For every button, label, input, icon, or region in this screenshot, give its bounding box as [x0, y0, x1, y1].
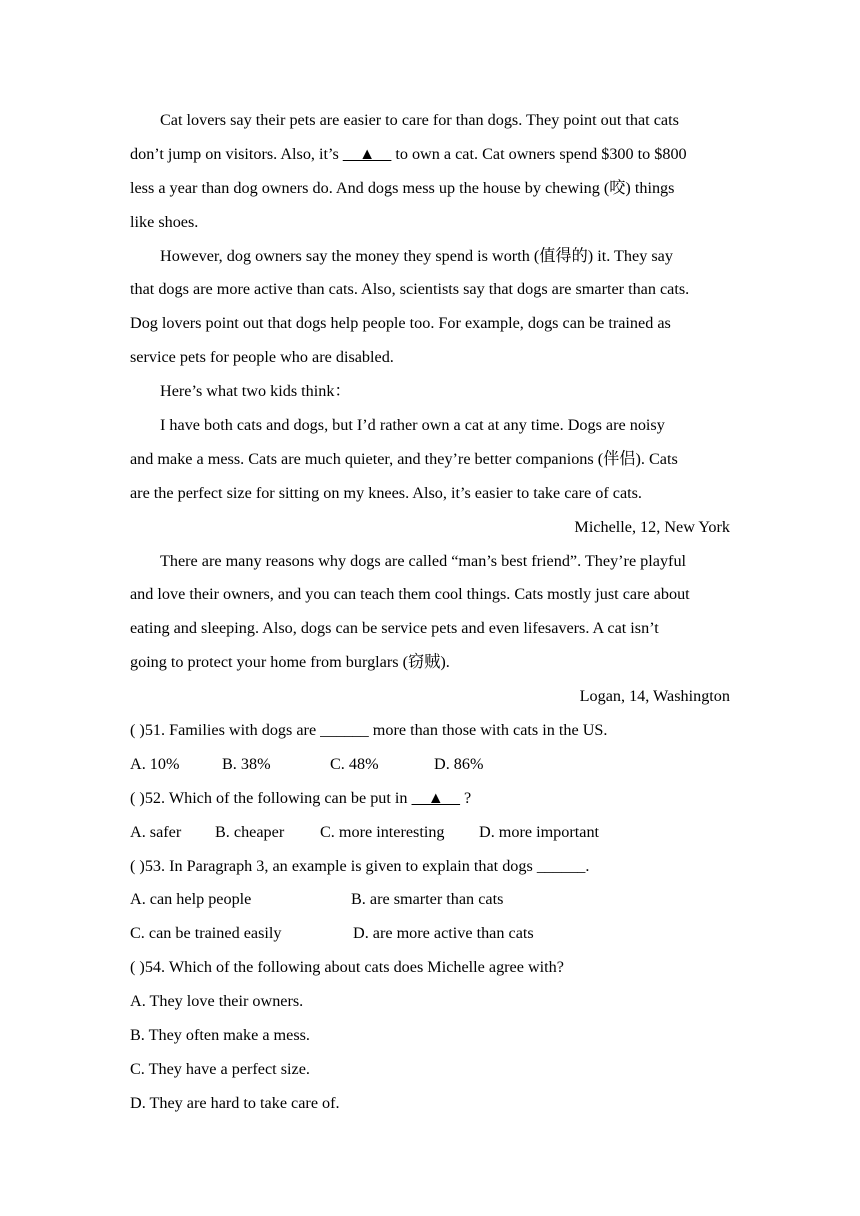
- option: B. cheaper: [215, 822, 285, 841]
- passage-line: less a year than dog owners do. And dogs mess up the house by chewing (咬) things: [130, 178, 675, 197]
- text-span: ( )52. Which of the following can be put in: [130, 788, 412, 807]
- question-53: ( )53. In Paragraph 3, an example is given to explain that dogs ______.: [130, 856, 590, 875]
- question-53-options: [130, 883, 730, 917]
- text-span: ?: [459, 788, 472, 807]
- option: C. They have a perfect size.: [130, 1059, 310, 1078]
- document-page: [130, 104, 730, 1121]
- option: D. They are hard to take care of.: [130, 1093, 340, 1112]
- option: A. 10%: [130, 754, 180, 773]
- passage-line: going to protect your home from burglars (窃贼).: [130, 653, 450, 672]
- question-54: ( )54. Which of the following about cats does Michelle agree with?: [130, 958, 564, 977]
- option: A. safer: [130, 822, 182, 841]
- passage-line: However, dog owners say the money they spend is worth (值得的) it. They say: [160, 246, 673, 265]
- signature: Michelle, 12, New York: [574, 517, 730, 536]
- passage-intro: Here’s what two kids think：: [160, 382, 351, 401]
- passage-line: and make a mess. Cats are much quieter, and they’re better companions (伴侣). Cats: [130, 449, 678, 468]
- option: C. 48%: [330, 754, 379, 773]
- option: D. more important: [479, 822, 600, 841]
- option: B. 38%: [222, 754, 271, 773]
- passage-line: eating and sleeping. Also, dogs can be service pets and even lifesavers. A cat isn’t: [130, 619, 659, 638]
- passage-line: There are many reasons why dogs are called “man’s best friend”. They’re playful: [160, 551, 687, 570]
- option: C. can be trained easily: [130, 924, 282, 943]
- passage-line: that dogs are more active than cats. Also, scientists say that dogs are smarter than cats.: [130, 280, 690, 299]
- passage-line: Dog lovers point out that dogs help people too. For example, dogs can be trained as: [130, 314, 671, 333]
- blank-marker: __▲__: [342, 144, 392, 163]
- option: C. more interesting: [320, 822, 445, 841]
- text-span: don’t jump on visitors. Also, it’s: [130, 144, 343, 163]
- option: B. are smarter than cats: [351, 890, 504, 909]
- option: A. can help people: [130, 890, 252, 909]
- question-51-options: [130, 748, 730, 782]
- option: D. 86%: [434, 754, 484, 773]
- passage-line: like shoes.: [130, 212, 199, 231]
- question-52: [130, 782, 730, 816]
- question-51: ( )51. Families with dogs are ______ more than those with cats in the US.: [130, 721, 608, 740]
- passage-line: service pets for people who are disabled.: [130, 348, 394, 367]
- question-52-options: [130, 816, 730, 850]
- passage-line: and love their owners, and you can teach them cool things. Cats mostly just care about: [130, 585, 690, 604]
- question-53-options: [130, 917, 730, 951]
- passage-line: I have both cats and dogs, but I’d rather own a cat at any time. Dogs are noisy: [160, 416, 665, 435]
- passage-line: Cat lovers say their pets are easier to care for than dogs. They point out that cats: [160, 111, 679, 129]
- passage-line: [130, 138, 730, 172]
- option: A. They love their owners.: [130, 992, 304, 1011]
- passage-line: are the perfect size for sitting on my knees. Also, it’s easier to take care of cats.: [130, 483, 642, 502]
- signature: Logan, 14, Washington: [579, 687, 730, 706]
- blank-marker: __▲__: [411, 788, 460, 807]
- option: D. are more active than cats: [353, 924, 534, 943]
- option: B. They often make a mess.: [130, 1026, 310, 1045]
- text-span: to own a cat. Cat owners spend $300 to $800: [391, 144, 687, 163]
